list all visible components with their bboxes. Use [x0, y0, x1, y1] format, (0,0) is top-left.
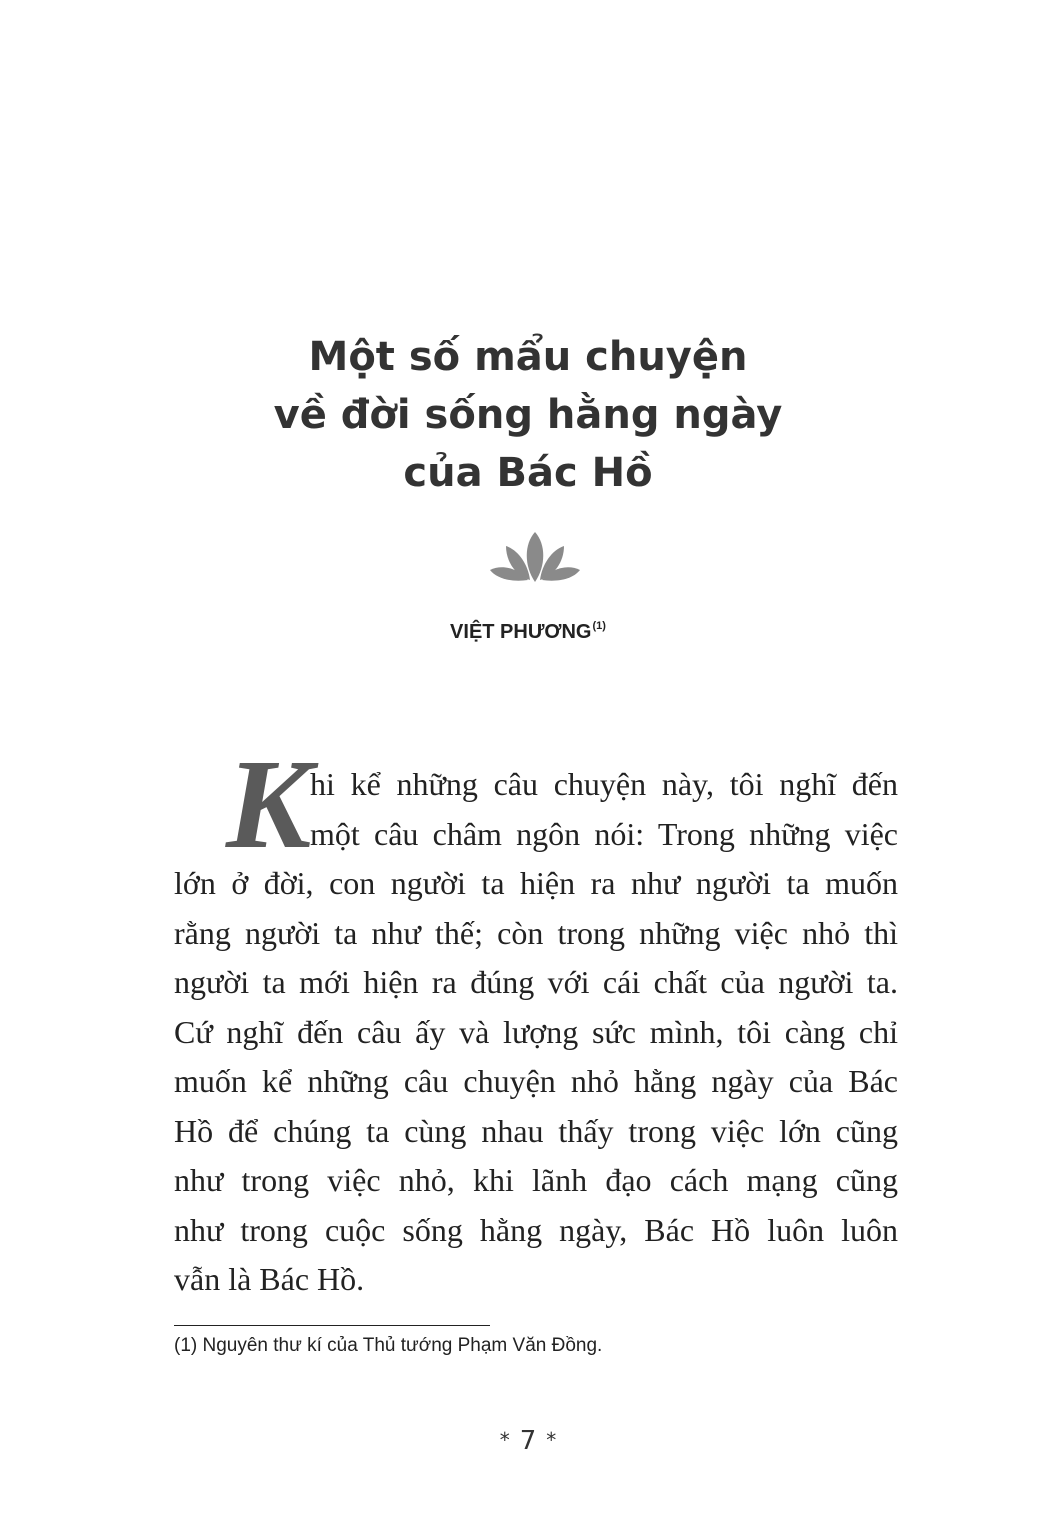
body-line: Cứ nghĩ đến câu ấy và lượng sức mình, tôi càng chỉ — [174, 1013, 898, 1050]
page-number — [0, 1426, 1056, 1456]
body-line: muốn kể những câu chuyện nhỏ hằng ngày của Bác — [174, 1063, 898, 1099]
body-line: lớn ở đời, con người ta hiện ra như người ta muốn — [174, 865, 898, 901]
title-line-2: về đời sống hằng ngày — [273, 392, 783, 438]
drop-cap: K — [226, 733, 312, 875]
asterisk-right: * — [546, 1428, 557, 1452]
asterisk-left: * — [499, 1428, 510, 1452]
body-line: rằng người ta như thế; còn trong những việc nhỏ thì — [174, 914, 898, 951]
title-line-1: Một số mẩu chuyện — [308, 334, 748, 380]
body-line: hi kể những câu chuyện này, tôi nghĩ đến — [310, 766, 898, 802]
body-line: như trong việc nhỏ, khi lãnh đạo cách mạng cũng — [174, 1162, 898, 1198]
title-line-3: của Bác Hồ — [403, 450, 653, 496]
body-line: như trong cuộc sống hằng ngày, Bác Hồ luôn luôn — [174, 1211, 898, 1248]
lotus-icon — [488, 530, 582, 586]
body-line: vẫn là Bác Hồ. — [174, 1261, 365, 1297]
body-line: một câu châm ngôn nói: Trong những việc — [310, 815, 898, 852]
footnote: (1) Nguyên thư kí của Thủ tướng Phạm Văn Đồng. — [174, 1335, 603, 1356]
body-line: Hồ để chúng ta cùng nhau thấy trong việc lớn cũng — [174, 1112, 898, 1149]
body-paragraph — [174, 760, 898, 1305]
page-number-value: 7 — [519, 1426, 537, 1456]
footnote-ref: (1) — [592, 620, 606, 632]
footnote-divider — [174, 1325, 490, 1326]
author-name: VIỆT PHƯƠNG — [450, 621, 592, 643]
author-byline — [0, 620, 1056, 644]
page-title — [0, 328, 1056, 502]
body-line: người ta mới hiện ra đúng với cái chất của người ta. — [174, 964, 898, 1000]
